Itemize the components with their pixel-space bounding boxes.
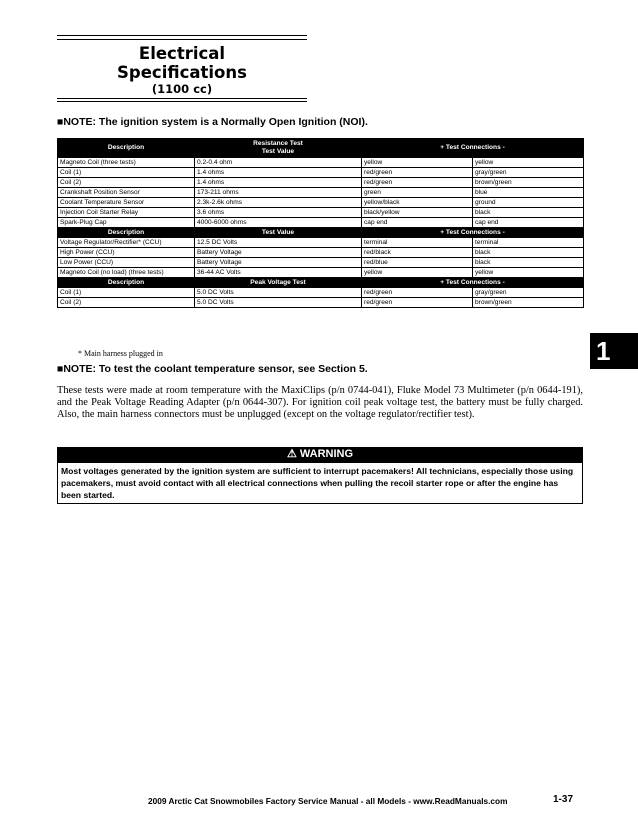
- table-cell: 2.3k-2.6k ohms: [195, 198, 362, 208]
- section1-header-1: Resistance Test Test Value: [195, 139, 362, 158]
- electrical-spec-table: [57, 138, 584, 308]
- section-tab: 1: [590, 333, 638, 369]
- table-cell: cap end: [473, 218, 584, 228]
- table-cell: red/green: [362, 288, 473, 298]
- page-title-line1: Electrical: [138, 44, 226, 63]
- table-cell: 36-44 AC Volts: [195, 268, 362, 278]
- table-cell: red/green: [362, 178, 473, 188]
- table-row: [58, 238, 584, 248]
- table-footnote: * Main harness plugged in: [78, 349, 163, 358]
- title-rule-bottom-2: [57, 101, 307, 102]
- table-cell: Coil (2): [58, 178, 195, 188]
- table-cell: blue: [473, 188, 584, 198]
- table-cell: red/black: [362, 248, 473, 258]
- title-rule-bottom-1: [57, 98, 307, 99]
- table-cell: gray/green: [473, 168, 584, 178]
- table-cell: 1.4 ohms: [195, 178, 362, 188]
- table-cell: black/yellow: [362, 208, 473, 218]
- title-rule-top-2: [57, 39, 307, 40]
- table-cell: brown/green: [473, 298, 584, 308]
- table-row: [58, 218, 584, 228]
- table-cell: 0.2-0.4 ohm: [195, 158, 362, 168]
- page-subtitle: (1100 cc): [151, 82, 213, 96]
- table-cell: green: [362, 188, 473, 198]
- table-cell: 3.6 ohms: [195, 208, 362, 218]
- table-cell: 4000-6000 ohms: [195, 218, 362, 228]
- table-cell: Spark-Plug Cap: [58, 218, 195, 228]
- table-cell: 1.4 ohms: [195, 168, 362, 178]
- table-row: [58, 258, 584, 268]
- table-cell: 5.0 DC Volts: [195, 288, 362, 298]
- table-cell: 12.5 DC Volts: [195, 238, 362, 248]
- table-cell: yellow: [362, 158, 473, 168]
- table-cell: ground: [473, 198, 584, 208]
- section1-header-2: + Test Connections -: [362, 139, 584, 158]
- section2-header-2: + Test Connections -: [362, 228, 584, 238]
- table-cell: Magneto Coil (no load) (three tests): [58, 268, 195, 278]
- note-coolant: ■NOTE: To test the coolant temperature sensor, see Section 5.: [57, 363, 368, 375]
- table-cell: black: [473, 248, 584, 258]
- table-cell: yellow/black: [362, 198, 473, 208]
- table-row: [58, 178, 584, 188]
- section3-header-2: + Test Connections -: [362, 278, 584, 288]
- table-cell: Voltage Regulator/Rectifier* (CCU): [58, 238, 195, 248]
- table-cell: gray/green: [473, 288, 584, 298]
- section3-header-row: [58, 278, 584, 288]
- page-title-line2: Specifications: [117, 63, 247, 82]
- table-row: [58, 268, 584, 278]
- table-cell: yellow: [473, 158, 584, 168]
- test-conditions-paragraph: These tests were made at room temperature with the MaxiClips (p/n 0744-041), Fluke Model 73 Multimeter (p/n 0644-191), and the Peak Voltage Reading Adapter (p/n 0644-307). For ignition coil peak voltage test, the battery must be fully charged. Also, the main harness connectors must be unplugged (except on the voltage regulator/rectifier test).: [57, 385, 583, 421]
- warning-label: WARNING: [299, 448, 354, 460]
- table-cell: yellow: [362, 268, 473, 278]
- table-cell: 5.0 DC Volts: [195, 298, 362, 308]
- table-cell: cap end: [362, 218, 473, 228]
- page-number: 1-37: [553, 794, 574, 805]
- table-cell: 173-211 ohms: [195, 188, 362, 198]
- table-cell: yellow: [473, 268, 584, 278]
- table-cell: Battery Voltage: [195, 258, 362, 268]
- table-row: [58, 288, 584, 298]
- table-cell: Coil (2): [58, 298, 195, 308]
- table-cell: Battery Voltage: [195, 248, 362, 258]
- table-cell: Injection Coil Starter Relay: [58, 208, 195, 218]
- section2-header-1: Test Value: [195, 228, 362, 238]
- table-cell: terminal: [473, 238, 584, 248]
- section3-header-0: Description: [58, 278, 195, 288]
- section1-header-row: [58, 139, 584, 158]
- warning-triangle-icon: ⚠: [286, 448, 297, 460]
- section1-header-0: Description: [58, 139, 195, 158]
- table-cell: red/green: [362, 168, 473, 178]
- section2-header-row: [58, 228, 584, 238]
- table-cell: terminal: [362, 238, 473, 248]
- section3-header-1: Peak Voltage Test: [195, 278, 362, 288]
- table-cell: Low Power (CCU): [58, 258, 195, 268]
- table-row: [58, 198, 584, 208]
- warning-header: [57, 447, 583, 462]
- table-cell: Coolant Temperature Sensor: [58, 198, 195, 208]
- table-cell: red/blue: [362, 258, 473, 268]
- table-cell: red/green: [362, 298, 473, 308]
- title-rule-top-1: [57, 35, 307, 36]
- table-row: [58, 188, 584, 198]
- table-cell: Magneto Coil (three tests): [58, 158, 195, 168]
- warning-text: Most voltages generated by the ignition system are sufficient to interrupt pacemakers! All technicians, especially those using pacemakers, must avoid contact with all electrical connections when pulling the recoil starter rope or after the engine has been started.: [57, 462, 583, 504]
- footer-text: 2009 Arctic Cat Snowmobiles Factory Service Manual - all Models - www.ReadManuals.com: [148, 796, 508, 806]
- table-row: [58, 168, 584, 178]
- table-row: [58, 248, 584, 258]
- table-cell: black: [473, 258, 584, 268]
- table-cell: brown/green: [473, 178, 584, 188]
- table-cell: High Power (CCU): [58, 248, 195, 258]
- table-cell: Coil (1): [58, 168, 195, 178]
- table-cell: Coil (1): [58, 288, 195, 298]
- table-row: [58, 298, 584, 308]
- table-row: [58, 158, 584, 168]
- table-row: [58, 208, 584, 218]
- note-ignition: ■NOTE: The ignition system is a Normally Open Ignition (NOI).: [57, 116, 368, 128]
- table-cell: Crankshaft Position Sensor: [58, 188, 195, 198]
- section2-header-0: Description: [58, 228, 195, 238]
- table-cell: black: [473, 208, 584, 218]
